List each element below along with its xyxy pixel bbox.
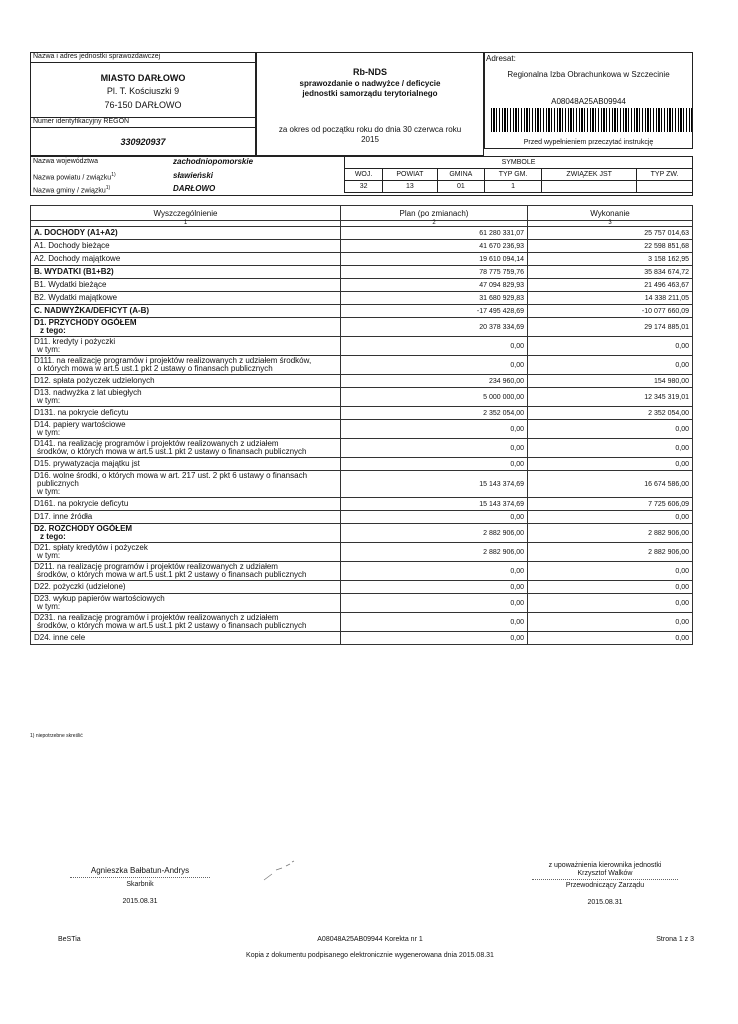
row-label-line: B. WYDATKI (B1+B2): [34, 267, 114, 276]
footnote: 1) niepotrzebne skreślić: [30, 733, 83, 739]
row-label-line: D12. spłata pożyczek udzielonych: [34, 376, 155, 385]
plan-value: 41 670 236,93: [341, 240, 528, 253]
regon-label-divider: [30, 127, 256, 128]
plan-value: 2 882 906,00: [341, 543, 528, 562]
col-number-1: 1: [31, 221, 341, 227]
row-label: [31, 253, 341, 266]
row-label-line: środków, o których mowa w art.5 ust.1 pkt 2 ustawy o finansach publicznych: [37, 621, 307, 630]
gmina-value: DARŁOWO: [173, 184, 216, 193]
col-header-plan: Plan (po zmianach): [341, 206, 528, 221]
row-label: [31, 511, 341, 524]
table-row: [31, 318, 693, 337]
execution-value: 0,00: [528, 581, 693, 594]
table-row: [31, 253, 693, 266]
sym-header: TYP ZW.: [637, 169, 693, 181]
row-label-line: D17. inne źródła: [34, 512, 93, 521]
plan-value: 2 352 054,00: [341, 407, 528, 420]
col-number-3: 3: [528, 221, 693, 227]
row-label: [31, 356, 341, 375]
period-line-1: za okres od początku roku do dnia 30 czerwca roku: [278, 125, 462, 134]
plan-value: 20 378 334,69: [341, 318, 528, 337]
row-label-line: D2. ROZCHODY OGÓŁEM: [34, 524, 133, 533]
table-row: [31, 305, 693, 318]
table-row: [31, 420, 693, 439]
unit-label: Nazwa i adres jednostki sprawozdawczej: [33, 53, 161, 60]
powiat-value: sławieński: [173, 171, 214, 180]
plan-value: 19 610 094,14: [341, 253, 528, 266]
table-row: [31, 279, 693, 292]
plan-value: 0,00: [341, 511, 528, 524]
row-label-line: D161. na pokrycie deficytu: [34, 499, 129, 508]
execution-value: 12 345 319,01: [528, 388, 693, 407]
plan-value: 0,00: [341, 337, 528, 356]
plan-value: 0,00: [341, 594, 528, 613]
right-signer-role: Przewodniczący Zarządu: [565, 882, 645, 889]
unit-label-divider: [30, 62, 256, 63]
regon-value: 330920937: [120, 137, 166, 147]
execution-value: 0,00: [528, 337, 693, 356]
form-title-1: sprawozdanie o nadwyżce / deficycie: [299, 79, 441, 88]
plan-value: 15 143 374,69: [341, 471, 528, 498]
row-label: [31, 524, 341, 543]
unit-addr2: 76-150 DARŁOWO: [104, 100, 182, 110]
row-label-line: o których mowa w art.5 ust.1 pkt 2 ustawy o finansach publicznych: [37, 364, 273, 373]
row-label: [31, 562, 341, 581]
row-label: [31, 632, 341, 645]
sym-header: ZWIĄZEK JST: [542, 169, 637, 181]
left-signature-line: [70, 877, 210, 878]
instruction-note: Przed wypełnieniem przeczytać instrukcję: [523, 139, 654, 146]
table-row: [31, 498, 693, 511]
execution-value: -10 077 660,09: [528, 305, 693, 318]
plan-value: 0,00: [341, 581, 528, 594]
execution-value: 3 158 162,95: [528, 253, 693, 266]
form-code: Rb-NDS: [353, 67, 387, 77]
row-label-line: D21. spłaty kredytów i pożyczek: [34, 543, 148, 552]
plan-value: 2 882 906,00: [341, 524, 528, 543]
plan-value: 31 680 929,83: [341, 292, 528, 305]
row-label: [31, 227, 341, 240]
row-label-line: środków, o których mowa w art.5 ust.1 pkt 2 ustawy o finansach publicznych: [37, 447, 307, 456]
execution-value: 25 757 014,63: [528, 227, 693, 240]
execution-value: 0,00: [528, 439, 693, 458]
table-row: [31, 388, 693, 407]
execution-value: 21 496 463,67: [528, 279, 693, 292]
row-label-line: D15. prywatyzacja majątku jst: [34, 459, 140, 468]
row-label-line: B2. Wydatki majątkowe: [34, 293, 118, 302]
right-authorization: z upoważnienia kierownika jednostki: [548, 862, 662, 869]
sym-header: WOJ.: [345, 169, 383, 181]
footer-page-number: Strona 1 z 3: [656, 936, 694, 943]
sym-value: 32: [345, 181, 383, 193]
row-label-line: D1. PRZYCHODY OGÓŁEM: [34, 318, 137, 327]
row-label-line: D22. pożyczki (udzielone): [34, 582, 126, 591]
row-label-line: D231. na realizację programów i projektów realizowanych z udziałem: [34, 613, 279, 622]
row-label: [31, 458, 341, 471]
plan-value: 0,00: [341, 613, 528, 632]
execution-value: 2 352 054,00: [528, 407, 693, 420]
row-label-line: w tym:: [37, 345, 61, 354]
sym-value: [542, 181, 637, 193]
row-label-line: D141. na realizację programów i projektów realizowanych z udziałem: [34, 439, 279, 448]
row-label-line: w tym:: [37, 551, 61, 560]
right-signer-name: Krzysztof Walków: [577, 870, 633, 877]
footer-copy-note: Kopia z dokumentu podpisanego elektronicznie wygenerowana dnia 2015.08.31: [246, 952, 494, 959]
row-label-line: D131. na pokrycie deficytu: [34, 408, 129, 417]
execution-value: 2 882 906,00: [528, 543, 693, 562]
plan-value: 0,00: [341, 420, 528, 439]
symbole-label: SYMBOLE: [345, 157, 693, 169]
gmina-label: Nazwa gminy / związku$^{1)}$: [33, 185, 111, 195]
left-signer-name: Agnieszka Bałbatun-Andrys: [90, 866, 190, 875]
regon-label: Numer identyfikacyjny REGON: [33, 118, 130, 125]
execution-value: 0,00: [528, 562, 693, 581]
unit-addr1: Pl. T. Kościuszki 9: [106, 86, 180, 96]
woj-label: Nazwa województwa: [33, 158, 98, 165]
table-row: [31, 356, 693, 375]
row-label: [31, 498, 341, 511]
row-label-line: D211. na realizację programów i projektów realizowanych z udziałem: [34, 562, 278, 571]
sym-header: TYP GM.: [485, 169, 542, 181]
row-label: [31, 375, 341, 388]
plan-value: 61 280 331,07: [341, 227, 528, 240]
row-label-line: D11. kredyty i pożyczki: [34, 337, 116, 346]
right-signature-line: [532, 879, 678, 880]
row-label-line: D13. nadwyżka z lat ubiegłych: [34, 388, 142, 397]
col-header-execution: Wykonanie: [528, 206, 693, 221]
sym-header: POWIAT: [383, 169, 437, 181]
table-row: [31, 581, 693, 594]
table-row: [31, 227, 693, 240]
table-row: [31, 458, 693, 471]
execution-value: 0,00: [528, 632, 693, 645]
plan-value: 78 775 759,76: [341, 266, 528, 279]
table-row: [31, 524, 693, 543]
barcode-text: A08048A25AB09944: [551, 97, 626, 106]
plan-value: 0,00: [341, 439, 528, 458]
powiat-label: Nazwa powiatu / związku$^{1)}$: [33, 172, 116, 182]
sym-header: GMINA: [437, 169, 484, 181]
table-row: [31, 439, 693, 458]
execution-value: 0,00: [528, 511, 693, 524]
row-label-line: A. DOCHODY (A1+A2): [34, 228, 118, 237]
plan-value: 0,00: [341, 562, 528, 581]
plan-value: 234 960,00: [341, 375, 528, 388]
row-label: [31, 292, 341, 305]
plan-value: -17 495 428,69: [341, 305, 528, 318]
symbole-table: [344, 156, 693, 193]
row-label: [31, 543, 341, 562]
row-label-line: w tym:: [37, 602, 61, 611]
execution-value: 0,00: [528, 420, 693, 439]
row-label: [31, 420, 341, 439]
execution-value: 35 834 674,72: [528, 266, 693, 279]
plan-value: 0,00: [341, 632, 528, 645]
row-label-line: D14. papiery wartościowe: [34, 420, 126, 429]
handwritten-mark: [262, 860, 302, 884]
form-title-2: jednostki samorządu terytorialnego: [302, 89, 438, 98]
report-table: [30, 205, 693, 645]
row-label-line: D24. inne cele: [34, 633, 86, 642]
row-label-line: D23. wykup papierów wartościowych: [34, 594, 165, 603]
row-label: [31, 266, 341, 279]
execution-value: 154 980,00: [528, 375, 693, 388]
row-label-line: z tego:: [40, 532, 66, 541]
row-label-line: C. NADWYŻKA/DEFICYT (A-B): [34, 306, 150, 315]
left-signer-role: Skarbnik: [126, 881, 154, 888]
table-row: [31, 266, 693, 279]
left-signer-date: 2015.08.31: [122, 898, 158, 905]
table-row: [31, 471, 693, 498]
table-row: [31, 594, 693, 613]
footer-software: BeSTia: [58, 936, 81, 943]
row-label-line: w tym:: [37, 428, 61, 437]
plan-value: 0,00: [341, 458, 528, 471]
addressee-value: Regionalna Izba Obrachunkowa w Szczecinie: [507, 70, 670, 79]
table-row: [31, 613, 693, 632]
right-signer-date: 2015.08.31: [587, 899, 623, 906]
execution-value: 0,00: [528, 356, 693, 375]
woj-value: zachodniopomorskie: [173, 157, 254, 166]
table-row: [31, 543, 693, 562]
row-label-line: B1. Wydatki bieżące: [34, 280, 107, 289]
period-line-2: 2015: [361, 135, 379, 144]
row-label: [31, 305, 341, 318]
execution-value: 0,00: [528, 613, 693, 632]
table-row: [31, 375, 693, 388]
row-label: [31, 439, 341, 458]
row-label: [31, 594, 341, 613]
sym-value: 01: [437, 181, 484, 193]
barcode-image: [491, 108, 692, 132]
execution-value: 16 674 586,00: [528, 471, 693, 498]
plan-value: 5 000 000,00: [341, 388, 528, 407]
col-number-2: 2: [341, 221, 528, 227]
plan-value: 0,00: [341, 356, 528, 375]
footer-document-id: A08048A25AB09944 Korekta nr 1: [317, 936, 423, 943]
row-label-line: w tym:: [37, 396, 61, 405]
row-label-line: D111. na realizację programów i projektów realizowanych z udziałem środków,: [34, 356, 312, 365]
execution-value: 29 174 885,01: [528, 318, 693, 337]
row-label: [31, 337, 341, 356]
row-label: [31, 407, 341, 420]
row-label-line: A2. Dochody majątkowe: [34, 254, 121, 263]
sym-value: 13: [383, 181, 437, 193]
sym-value: 1: [485, 181, 542, 193]
row-label: [31, 388, 341, 407]
row-label-line: z tego:: [40, 326, 66, 335]
row-label-line: D16. wolne środki, o których mowa w art. 217 ust. 2 pkt 6 ustawy o finansach: [34, 471, 308, 480]
row-label: [31, 613, 341, 632]
execution-value: 0,00: [528, 458, 693, 471]
execution-value: 2 882 906,00: [528, 524, 693, 543]
plan-value: 47 094 829,93: [341, 279, 528, 292]
row-label: [31, 471, 341, 498]
execution-value: 22 598 851,68: [528, 240, 693, 253]
table-row: [31, 562, 693, 581]
execution-value: 7 725 606,09: [528, 498, 693, 511]
row-label: [31, 318, 341, 337]
row-label-line: A1. Dochody bieżące: [34, 241, 110, 250]
row-label: [31, 581, 341, 594]
row-label: [31, 279, 341, 292]
execution-value: 14 338 211,05: [528, 292, 693, 305]
table-row: [31, 407, 693, 420]
table-row: [31, 632, 693, 645]
row-label-line: środków, o których mowa w art.5 ust.1 pkt 2 ustawy o finansach publicznych: [37, 570, 307, 579]
addressee-label: Adresat:: [486, 54, 516, 63]
row-label-line: publicznych: [37, 479, 79, 488]
table-row: [31, 240, 693, 253]
table-row: [31, 292, 693, 305]
row-label: [31, 240, 341, 253]
unit-name: MIASTO DARŁOWO: [100, 73, 186, 83]
sym-value: [637, 181, 693, 193]
table-row: [31, 337, 693, 356]
plan-value: 15 143 374,69: [341, 498, 528, 511]
execution-value: 0,00: [528, 594, 693, 613]
table-row: [31, 511, 693, 524]
col-header-description: Wyszczególnienie: [31, 206, 341, 221]
row-label-line: w tym:: [37, 487, 61, 496]
